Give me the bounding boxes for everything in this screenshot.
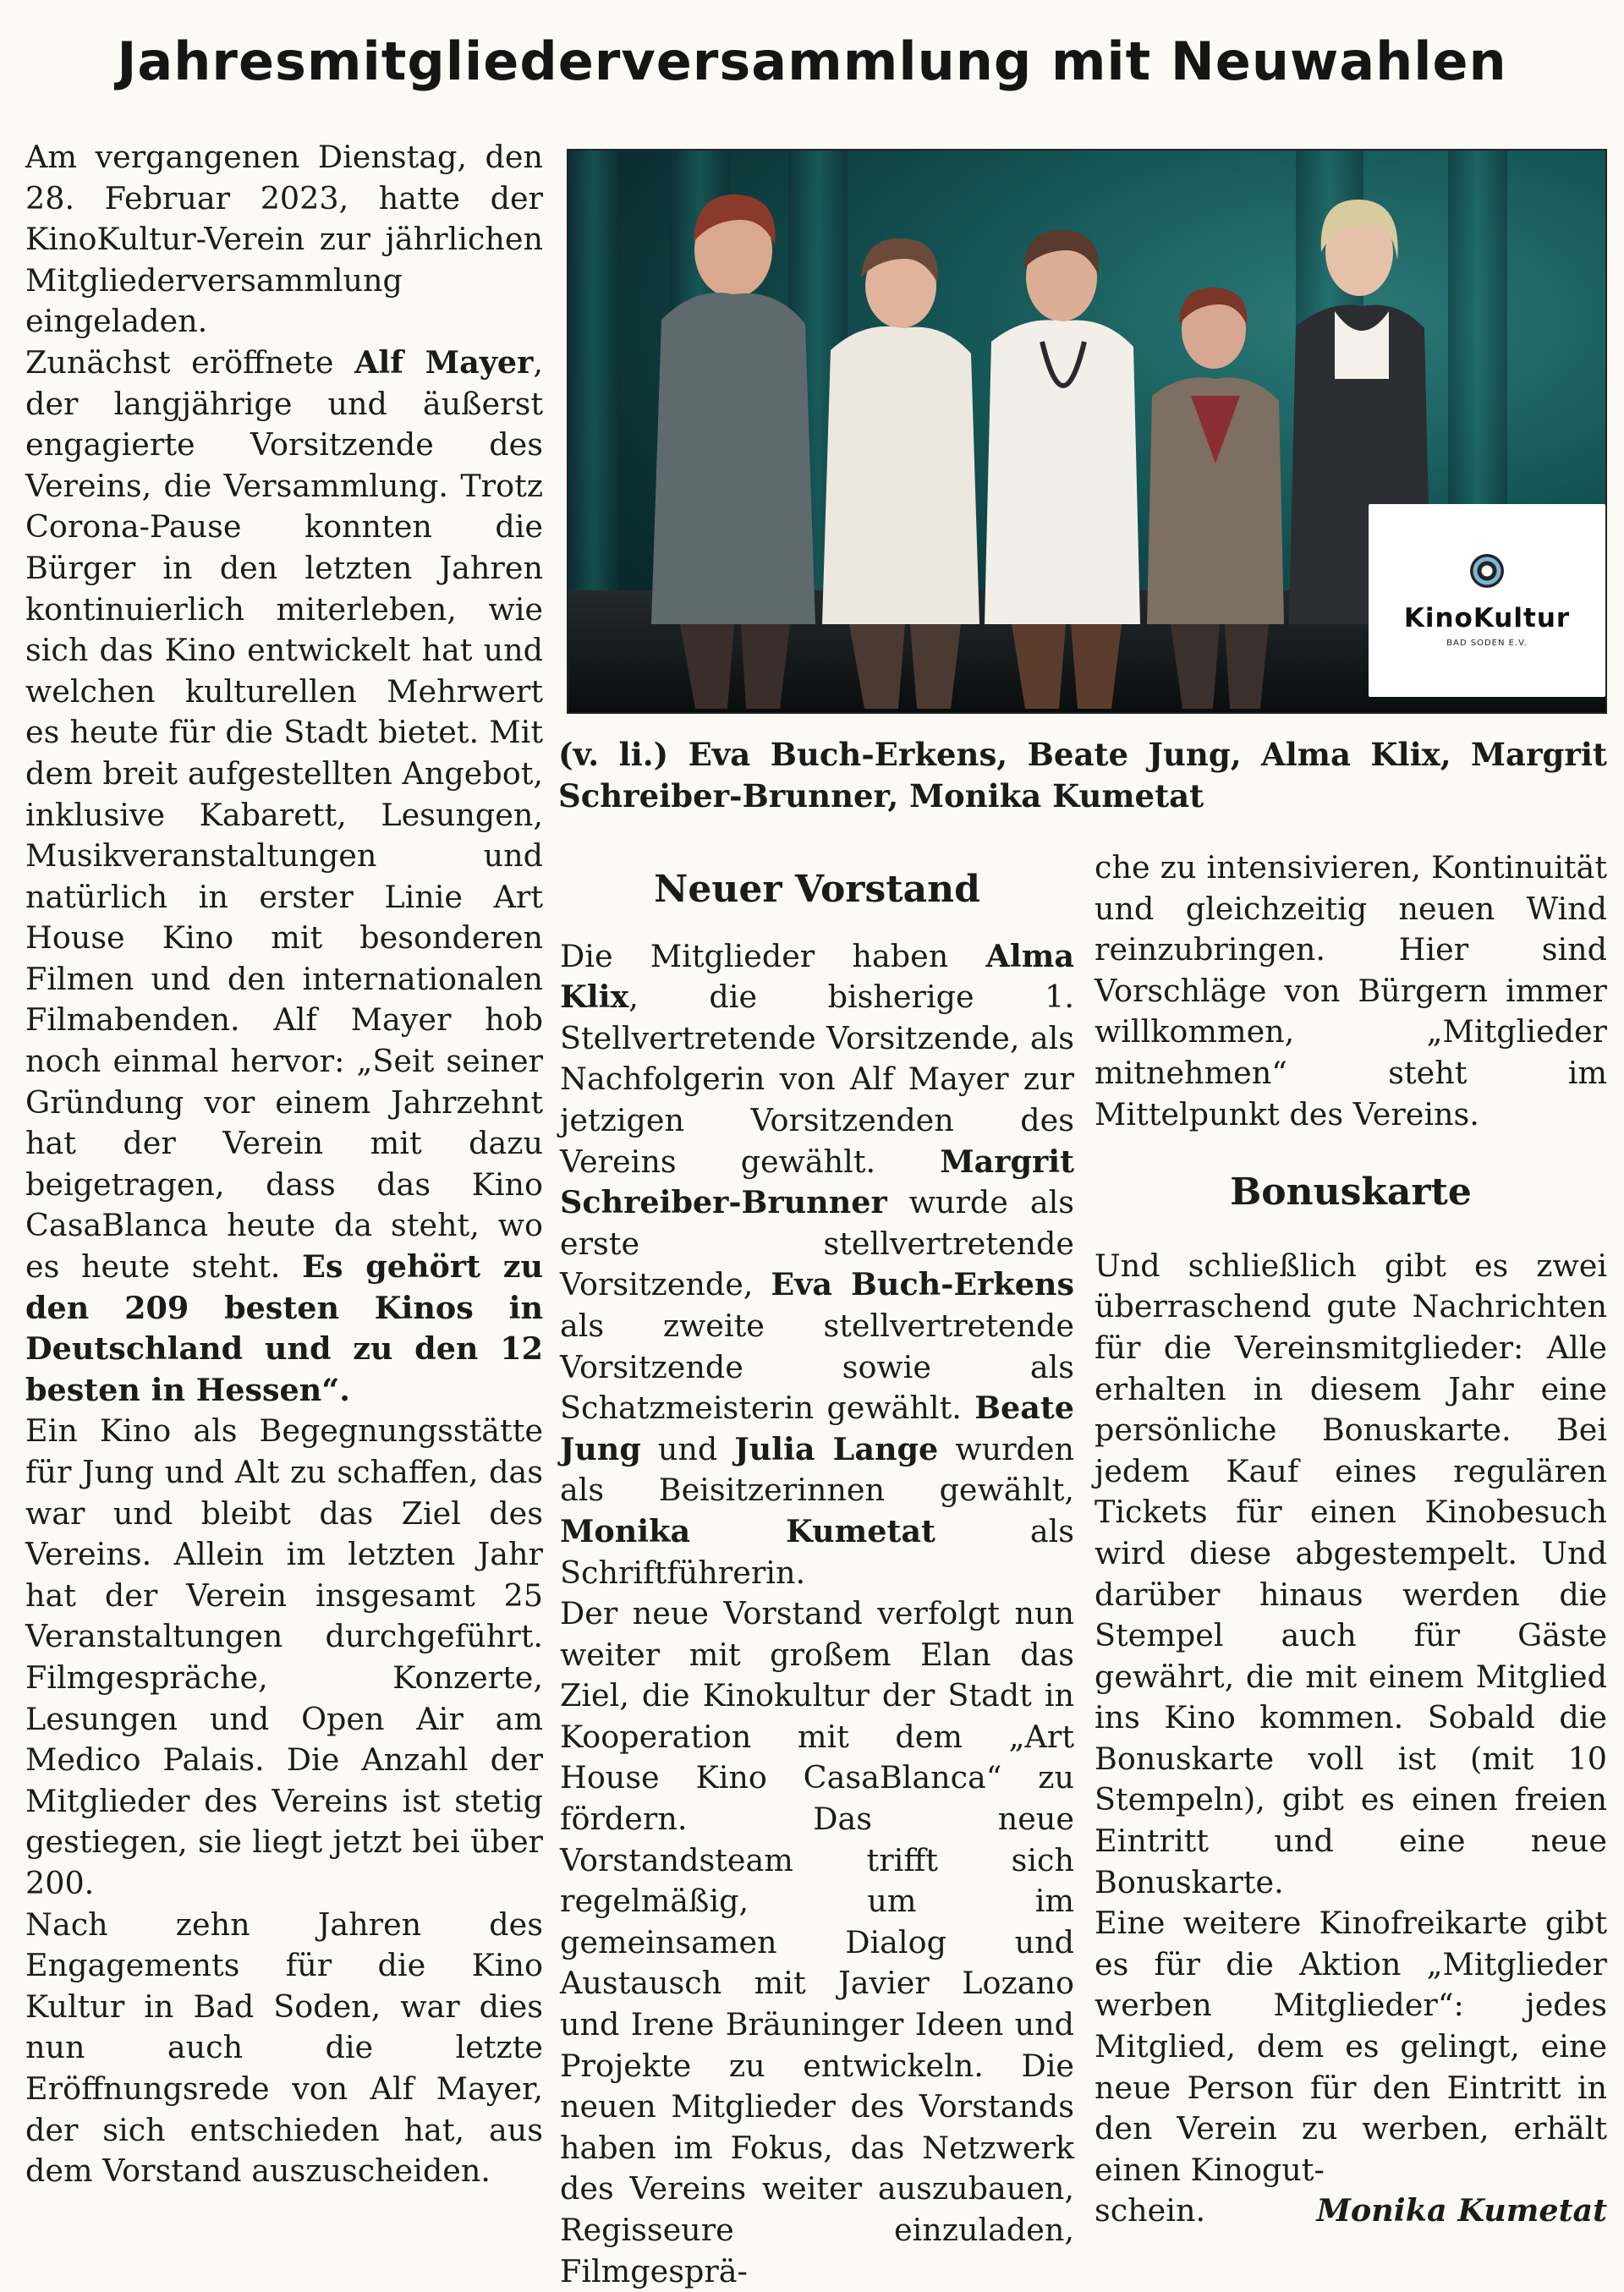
bold-name: Monika Kumetat xyxy=(560,1512,935,1549)
bold-name: Margrit Schreiber-Brunner xyxy=(560,1143,1074,1221)
bold-name: Eva Buch-Erkens xyxy=(771,1266,1074,1303)
paragraph: Am vergangenen Dienstag, den 28. Februar 2023, hatte der KinoKultur-Verein zur jährlichen Mitgliederversammlung eingeladen. xyxy=(25,139,543,340)
eye-icon xyxy=(1470,554,1504,588)
headline: Jahresmitgliederversammlung mit Neuwahlen xyxy=(117,30,1507,92)
paragraph: Eine weitere Kinofreikarte gibt es für die Aktion „Mitglieder werben Mitglieder“: jedes Mitglied, dem es gelingt, eine neue Person für den Eintritt in den Verein zu werben, erhält einen Kinogut- xyxy=(1095,1905,1607,2188)
text-run: als zweite stellvertretende Vorsitzende sowie als Schatzmeisterin gewählt. xyxy=(560,1307,1074,1427)
paragraph: Der neue Vorstand verfolgt nun weiter mit großem Elan das Ziel, die Kinokultur der Stadt in Kooperation mit dem „Art House Kino CasaBlanca“ zu fördern. Das neue Vorstandsteam trifft sich regelmäßig, um im gemeinsamen Dialog und Austausch mit Javier Lozano und Irene Bräuninger Ideen und Projekte zu entwickeln. Die neuen Mitglieder des Vorstands haben im Fokus, das Netzwerk des Vereins weiter auszubauen, Regisseure einzuladen, Filmgesprä- xyxy=(560,1595,1074,2289)
bold-name: Alf Mayer xyxy=(354,343,534,381)
text-run: und xyxy=(640,1430,735,1467)
paragraph: Ein Kino als Begegnungsstätte für Jung und Alt zu schaffen, das war und bleibt das Ziel des Vereins. Allein im letzten Jahr hat der Verein insgesamt 25 Veranstaltungen durchgeführt. Filmgespräche, Konzerte, Lesungen und Open Air am Medico Palais. Die Anzahl der Mitglieder des Vereins ist stetig gestiegen, sie liegt jetzt bei über 200. xyxy=(25,1412,543,1901)
bold-name: Alma Klix xyxy=(560,937,1074,1016)
article-column-1 xyxy=(25,137,543,2192)
group-photo xyxy=(567,149,1607,714)
section-heading: Bonuskarte xyxy=(1230,1171,1472,1215)
paragraph xyxy=(560,936,1074,1594)
text-run: wurde als erste stellvertretende Vorsitzende, xyxy=(560,1184,1074,1303)
section-heading: Neuer Vorstand xyxy=(654,868,980,911)
author-line xyxy=(1095,2191,1607,2232)
logo-text: KinoKultur xyxy=(1403,602,1571,633)
bold-name: Julia Lange xyxy=(734,1430,939,1467)
article-column-3 xyxy=(1095,847,1607,2232)
bold-name: Beate Jung xyxy=(560,1390,1074,1467)
author-byline: Monika Kumetat xyxy=(1316,2192,1607,2229)
bold-quote: Es gehört zu den 209 besten Kinos in Deutschland und zu den 12 besten in Hessen“. xyxy=(25,1248,543,1408)
text-run: schein. xyxy=(1095,2192,1206,2229)
kinokultur-logo xyxy=(1369,504,1605,697)
paragraph: Nach zehn Jahren des Engagements für die Kino Kultur in Bad Soden, war dies nun auch die letzte Eröffnungsrede von Alf Mayer, der sich entschieden hat, aus dem Vorstand auszuscheiden. xyxy=(25,1905,543,2190)
text-run: Die Mitglieder haben xyxy=(560,937,986,974)
article-column-2 xyxy=(560,847,1074,2292)
photo-caption: (v. li.) Eva Buch-Erkens, Beate Jung, Alma Klix, Margrit Schreiber-Brunner, Monika Kumetat xyxy=(558,736,1607,814)
logo-subtext: BAD SODEN E.V. xyxy=(1446,638,1528,648)
text-run: als Schriftführerin. xyxy=(560,1512,1074,1591)
text-run: Zunächst eröffnete xyxy=(25,343,355,381)
text-run: wurden als Beisitzerinnen gewählt, xyxy=(560,1430,1074,1509)
paragraph: che zu intensivieren, Kontinuität und gleichzeitig neuen Wind reinzubringen. Hier sind Vorschläge von Bürgern immer willkommen, „Mitglieder mitnehmen“ steht im Mittelpunkt des Vereins. xyxy=(1095,849,1607,1132)
text-run: , der langjährige und äußerst engagierte Vorsitzende des Vereins, die Versammlung. Trotz Corona-Pause konnten die Bürger in den letzten Jahren kontinuierlich miterleben, wie sich das Kino entwickelt hat und welchen kulturellen Mehrwert es heute für die Stadt bietet. Mit dem breit aufgestellten Angebot, inklusive Kabarett, Lesungen, Musikveranstaltungen und natürlich in erster Linie Art House Kino mit besonderen Filmen und den internationalen Filmabenden. Alf Mayer hob noch einmal hervor: „Seit seiner Gründung vor einem Jahrzehnt hat der Verein mit dazu beigetragen, dass das Kino CasaBlanca heute da steht, wo es heute steht. xyxy=(25,343,543,1286)
paragraph xyxy=(25,343,543,1411)
paragraph: Und schließlich gibt es zwei überraschend gute Nachrichten für die Vereinsmitglieder: Alle erhalten in diesem Jahr eine persönliche Bonuskarte. Bei jedem Kauf eines regulären Tickets für einen Kinobesuch wird diese abgestempelt. Und darüber hinaus werden die Stempel auch für Gäste gewährt, die mit einem Mitglied ins Kino kommen. Sobald die Bonuskarte voll ist (mit 10 Stempeln), gibt es einen freien Eintritt und eine neue Bonuskarte. xyxy=(1095,1247,1607,1900)
text-run: , die bisherige 1. Stellvertretende Vorsitzende, als Nachfolgerin von Alf Mayer zur jetzigen Vorsitzenden des Vereins gewählt. xyxy=(560,979,1074,1180)
